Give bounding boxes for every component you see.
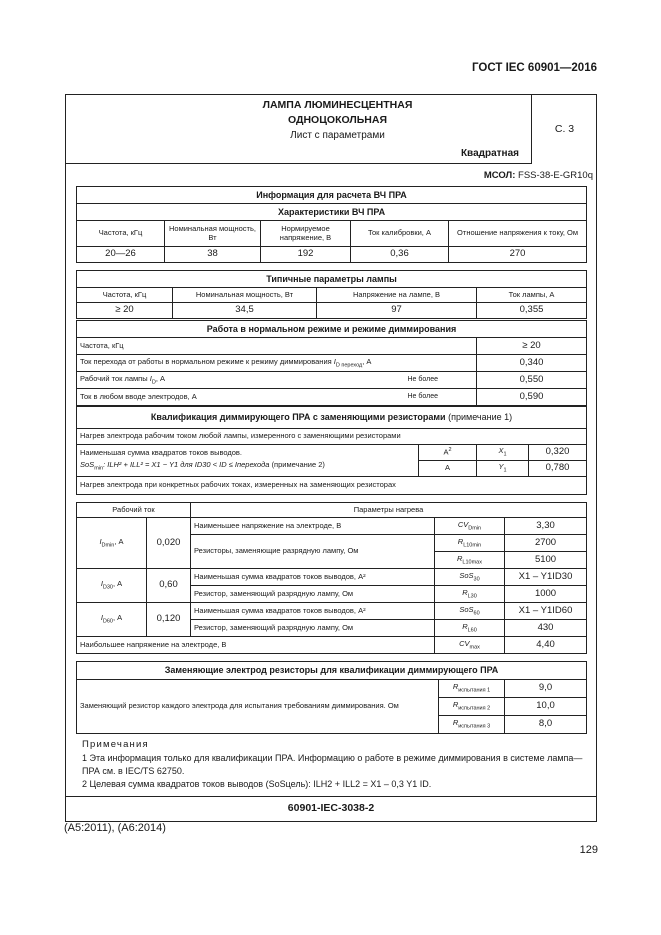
- coef-x1-unit: $А^2$: [419, 445, 477, 461]
- coef-x1-symbol: $X_1$: [477, 445, 529, 461]
- document-header: ГОСТ IEC 60901—2016: [472, 62, 597, 74]
- sheet-code: 60901-IEC-3038-2: [287, 802, 375, 814]
- row-transition-current-label: Ток перехода от работы в нормальном режиме к режиму диммирования $I_{D переход}$, А: [77, 355, 477, 372]
- replacement-resistors-table: [76, 661, 587, 734]
- row-frequency-label: Частота, кГц: [77, 338, 477, 355]
- msol-line: [484, 170, 593, 181]
- param-resistor-60: Резистор, заменяющий разрядную лампу, Ом: [191, 620, 435, 637]
- value-power: 38: [165, 247, 261, 263]
- title-block: [65, 94, 597, 164]
- current-d60-label: $I_{D60}$, А: [77, 603, 147, 637]
- coef-y1-symbol: $Y_1$: [477, 461, 529, 477]
- section1-title: Информация для расчета ВЧ ПРА: [77, 187, 587, 204]
- section3-title: Работа в нормальном режиме и режиме диммирования: [77, 321, 587, 338]
- row-electrode-current-label: Ток в любом вводе электродов, А: [77, 389, 405, 406]
- msol-label: МСОЛ:: [483, 170, 516, 181]
- value-r-test-2: 10,0: [505, 698, 587, 716]
- page-number: 129: [579, 844, 598, 856]
- heating-specific-label: Нагрев электрода при конкретных рабочих токах, измеренных на заменяющих резисторах: [77, 477, 587, 495]
- value-cv-max: 4,40: [505, 637, 587, 654]
- row-transition-current-value: 0,340: [477, 355, 587, 372]
- symbol-r-l60: $R_{L60}$: [435, 620, 505, 637]
- header-work-current: Рабочий ток: [77, 503, 191, 518]
- header-power: Номинальная мощность, Вт: [165, 221, 261, 247]
- footer-divider: [65, 796, 597, 797]
- symbol-r-test-3: $R_{испытания 3}$: [439, 716, 505, 734]
- current-d30-label: $I_{D30}$, А: [77, 569, 147, 603]
- heating-all-label: Нагрев электрода рабочим током любой лампы, измеренного с заменяющими резисторами: [77, 429, 587, 445]
- lamp-shape: Квадратная: [460, 148, 519, 159]
- value-calibration-current: 0,36: [351, 247, 449, 263]
- section5-title: Заменяющие электрод резисторы для квалификации диммирующего ПРА: [77, 662, 587, 680]
- section5-label: Заменяющий резистор каждого электрода для испытания требованиям диммирования. Ом: [77, 680, 439, 734]
- value-frequency: ≥ 20: [77, 303, 173, 319]
- amendments: (А5:2011), (А6:2014): [64, 822, 166, 834]
- symbol-cv-max: $CV_{max}$: [435, 637, 505, 654]
- symbol-r-l10max: $R_{L10max}$: [435, 552, 505, 569]
- hf-ballast-table: [76, 186, 587, 263]
- section2-title: Типичные параметры лампы: [77, 271, 587, 288]
- value-r-test-1: 9,0: [505, 680, 587, 698]
- row-lamp-current-value: 0,550: [477, 372, 587, 389]
- value-r-l60: 430: [505, 620, 587, 637]
- header-lamp-current: Ток лампы, А: [477, 288, 587, 303]
- symbol-r-test-2: $R_{испытания 2}$: [439, 698, 505, 716]
- coef-y1-unit: А: [419, 461, 477, 477]
- row-electrode-current-qualifier: Не более: [405, 389, 477, 406]
- symbol-cv-dmin: $CV_{Dmin}$: [435, 518, 505, 535]
- header-ratio: Отношение напряжения к току, Ом: [449, 221, 587, 247]
- sheet-page-tag: С. 3: [554, 123, 575, 135]
- value-voltage: 192: [261, 247, 351, 263]
- current-dmin-value: 0,020: [147, 518, 191, 569]
- coef-y1-value: 0,780: [529, 461, 587, 477]
- value-r-l30: 1000: [505, 586, 587, 603]
- section1-subtitle: Характеристики ВЧ ПРА: [77, 204, 587, 221]
- param-min-sum-30: Наименьшая сумма квадратов токов выводов, А²: [191, 569, 435, 586]
- symbol-sos-30: SoS$_{30}$: [435, 569, 505, 586]
- param-min-sum-60: Наименьшая сумма квадратов токов выводов, А²: [191, 603, 435, 620]
- row-lamp-current-qualifier: Не более: [405, 372, 477, 389]
- symbol-r-test-1: $R_{испытания 1}$: [439, 680, 505, 698]
- value-cv-dmin: 3,30: [505, 518, 587, 535]
- header-frequency: Частота, кГц: [77, 288, 173, 303]
- title-line-1: ЛАМПА ЛЮМИНЕСЦЕНТНАЯ: [262, 99, 413, 111]
- value-power: 34,5: [173, 303, 317, 319]
- header-heating-params: Параметры нагрева: [191, 503, 587, 518]
- dimming-qualification-table: [76, 406, 587, 495]
- note-1: 1 Эта информация только для квалификации ПРА. Информацию о работе в режиме диммирования в системе лампа—ПРА см. в IEC/TS 62750.: [82, 752, 583, 776]
- current-d30-value: 0,60: [147, 569, 191, 603]
- param-replacement-resistors: Резисторы, заменяющие разрядную лампу, Ом: [191, 535, 435, 569]
- lamp-params-table: [76, 270, 587, 319]
- value-ratio: 270: [449, 247, 587, 263]
- notes-title: Примечания: [82, 739, 149, 750]
- symbol-sos-60: SoS$_{60}$: [435, 603, 505, 620]
- row-frequency-value: ≥ 20: [477, 338, 587, 355]
- header-voltage: Нормируемое напряжение, В: [261, 221, 351, 247]
- row-lamp-current-label: Рабочий ток лампы $I_D$, А: [77, 372, 405, 389]
- min-sum-cell: Наименьшая сумма квадратов токов выводов. SoS$_{min}$: ILH² + ILL² = X1 − Y1 для ID30 < ID ≤ Iперехода (примечание 2): [77, 445, 419, 477]
- max-voltage-label: Наибольшее напряжение на электроде, В: [77, 637, 435, 654]
- note-2: 2 Целевая сумма квадратов токов выводов (SoSцель): ILH2 + ILL2 = X1 – 0,3 Y1 ID.: [82, 778, 432, 789]
- title-line-3: Лист с параметрами: [290, 130, 385, 141]
- value-sos-60: X1 – Y1ID60: [505, 603, 587, 620]
- msol-value: FSS-38-E-GR10q: [518, 170, 593, 181]
- coef-x1-value: 0,320: [529, 445, 587, 461]
- value-r-l10max: 5100: [505, 552, 587, 569]
- symbol-r-l30: $R_{L30}$: [435, 586, 505, 603]
- header-frequency: Частота, кГц: [77, 221, 165, 247]
- symbol-r-l10min: $R_{L10min}$: [435, 535, 505, 552]
- header-power: Номинальная мощность, Вт: [173, 288, 317, 303]
- value-lamp-voltage: 97: [317, 303, 477, 319]
- heating-params-table: [76, 502, 587, 654]
- header-lamp-voltage: Напряжение на лампе, В: [317, 288, 477, 303]
- value-frequency: 20—26: [77, 247, 165, 263]
- value-r-l10min: 2700: [505, 535, 587, 552]
- value-lamp-current: 0,355: [477, 303, 587, 319]
- header-calibration-current: Ток калибровки, А: [351, 221, 449, 247]
- title-line-2: ОДНОЦОКОЛЬНАЯ: [287, 114, 388, 126]
- value-sos-30: X1 – Y1ID30: [505, 569, 587, 586]
- param-min-voltage: Наименьшее напряжение на электроде, В: [191, 518, 435, 535]
- row-electrode-current-value: 0,590: [477, 389, 587, 406]
- section4-title: Квалификация диммирующего ПРА с заменяющими резисторами (примечание 1): [77, 407, 587, 429]
- notes-block: [82, 738, 592, 791]
- dimming-operation-table: [76, 320, 587, 406]
- current-d60-value: 0,120: [147, 603, 191, 637]
- value-r-test-3: 8,0: [505, 716, 587, 734]
- title-cell: [65, 94, 532, 164]
- param-resistor-30: Резистор, заменяющий разрядную лампу, Ом: [191, 586, 435, 603]
- current-dmin-label: $I_{Dmin}$, А: [77, 518, 147, 569]
